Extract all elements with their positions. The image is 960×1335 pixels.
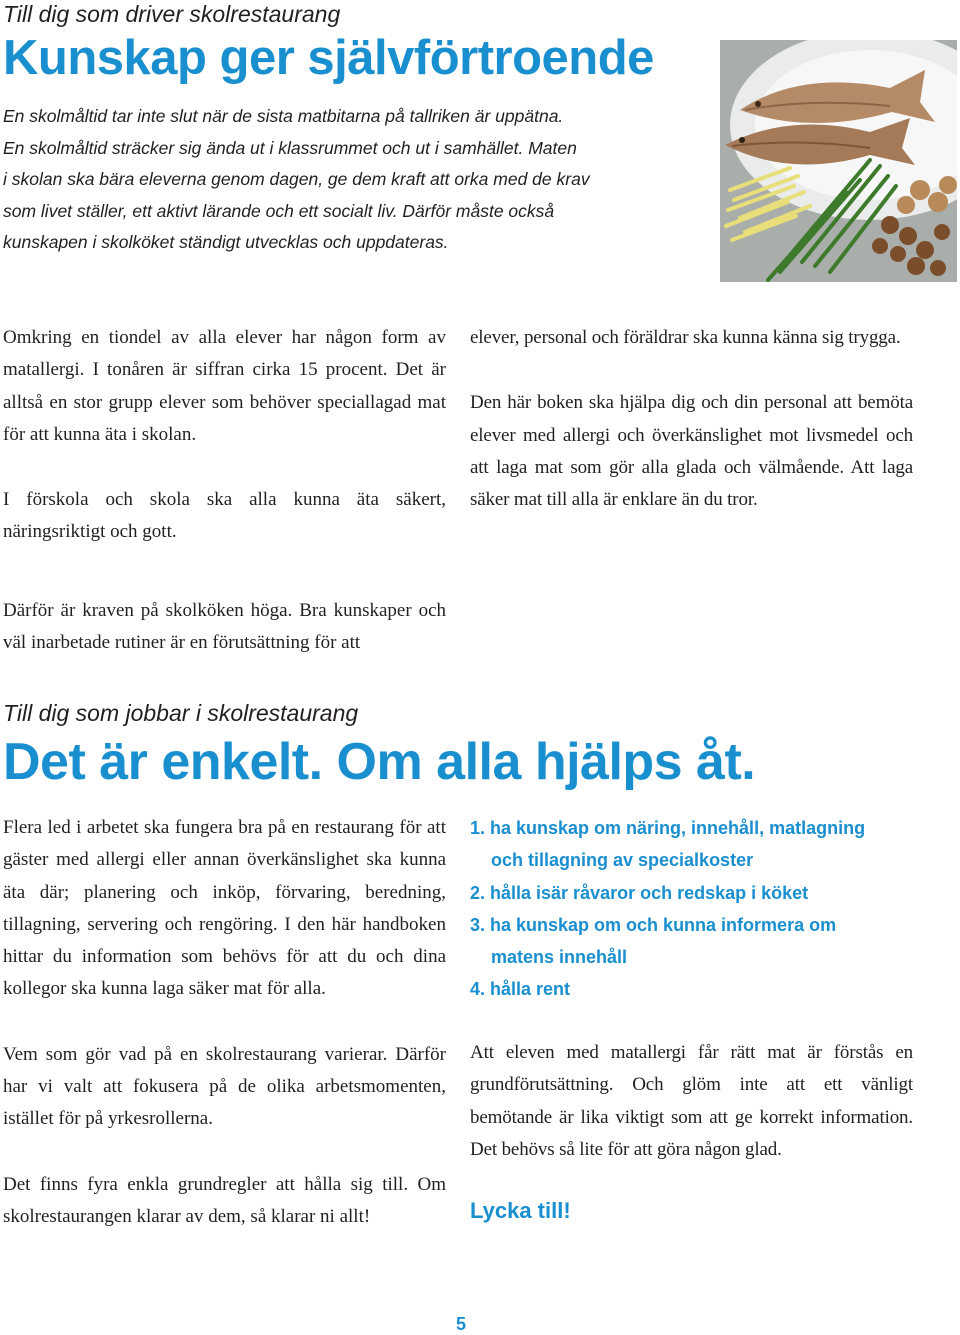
- rule-item: 4. hålla rent: [470, 979, 571, 1000]
- intro-line: kunskapen i skolköket ständigt utvecklas och uppdateras.: [3, 232, 449, 252]
- fish-beans-nuts-image: [720, 40, 957, 282]
- section2-headline: Det är enkelt. Om alla hjälps åt.: [3, 733, 756, 791]
- rule-item-continued: och tillagning av specialkoster: [491, 850, 754, 871]
- body-paragraph: Omkring en tiondel av alla elever har någon form av matallergi. I tonåren är siffran cirka 15 procent. Det är alltså en stor grupp elever som behöver speciallagad mat för att kunna äta i skolan.: [3, 327, 446, 445]
- rule-item: 2. hålla isär råvaror och redskap i köket: [470, 882, 809, 903]
- body-paragraph: Flera led i arbetet ska fungera bra på en restaurang för att gäster med allergi eller annan överkänslighet ska kunna äta där; planering och inköp, förvaring, beredning, tillagning, servering och rengöring. I den här handboken hittar du information som behövs för att du och dina kollegor ska kunna laga säker mat för alla.: [3, 817, 446, 1000]
- intro-line: En skolmåltid sträcker sig ända ut i klassrummet och ut i samhället. Maten: [3, 137, 577, 158]
- section1-headline: Kunskap ger självförtroende: [3, 31, 654, 85]
- intro-line: som livet ställer, ett aktivt lärande och ett socialt liv. Därför måste också: [3, 200, 555, 221]
- body-paragraph: Därför är kraven på skolköken höga. Bra kunskaper och väl inarbetade rutiner är en förutsättning för att: [3, 599, 446, 654]
- closing-text: Lycka till!: [470, 1198, 571, 1223]
- section2-right-paragraph: Att eleven med matallergi får rätt mat är förstås en grundförutsättning. Och glöm inte att ett vänligt bemötande är lika viktigt som att ge korrekt information. Det behövs så lite för att göra någon glad.: [470, 1042, 913, 1160]
- food-photo: [720, 40, 957, 282]
- page-number: 5: [456, 1314, 467, 1334]
- rule-item: 1. ha kunskap om näring, innehåll, matlagning: [470, 818, 866, 838]
- rules-list: [470, 812, 940, 1006]
- section1-left-column: [3, 322, 446, 659]
- intro-line: En skolmåltid tar inte slut när de sista matbitarna på tallriken är uppätna.: [3, 106, 564, 126]
- section2-kicker: Till dig som jobbar i skolrestaurang: [3, 700, 359, 726]
- body-paragraph: Det finns fyra enkla grundregler att hålla sig till. Om skolrestaurangen klarar av dem, så klarar ni allt!: [3, 1173, 446, 1227]
- section2-left-column: [3, 812, 446, 1233]
- body-paragraph: elever, personal och föräldrar ska kunna känna sig trygga.: [470, 327, 901, 348]
- section1-kicker: Till dig som driver skolrestaurang: [3, 1, 341, 27]
- rule-item: 3. ha kunskap om och kunna informera om: [470, 914, 837, 935]
- section1-right-column: [470, 322, 913, 516]
- rule-item-continued: matens innehåll: [491, 947, 628, 968]
- section1-intro: [3, 101, 703, 259]
- intro-line: i skolan ska bära eleverna genom dagen, ge dem kraft att orka med de krav: [3, 169, 590, 189]
- body-paragraph: I förskola och skola ska alla kunna äta säkert, näringsriktigt och gott.: [3, 489, 446, 543]
- body-paragraph: Den här boken ska hjälpa dig och din personal att bemöta elever med allergi och överkänslighet mot livsmedel och att laga mat som gör alla glada och välmående. Att laga säker mat till alla är enklare än du tror.: [470, 392, 913, 511]
- body-paragraph: Vem som gör vad på en skolrestaurang varierar. Därför har vi valt att fokusera på de olika arbetsmomenten, istället för på yrkesrollerna.: [3, 1043, 446, 1130]
